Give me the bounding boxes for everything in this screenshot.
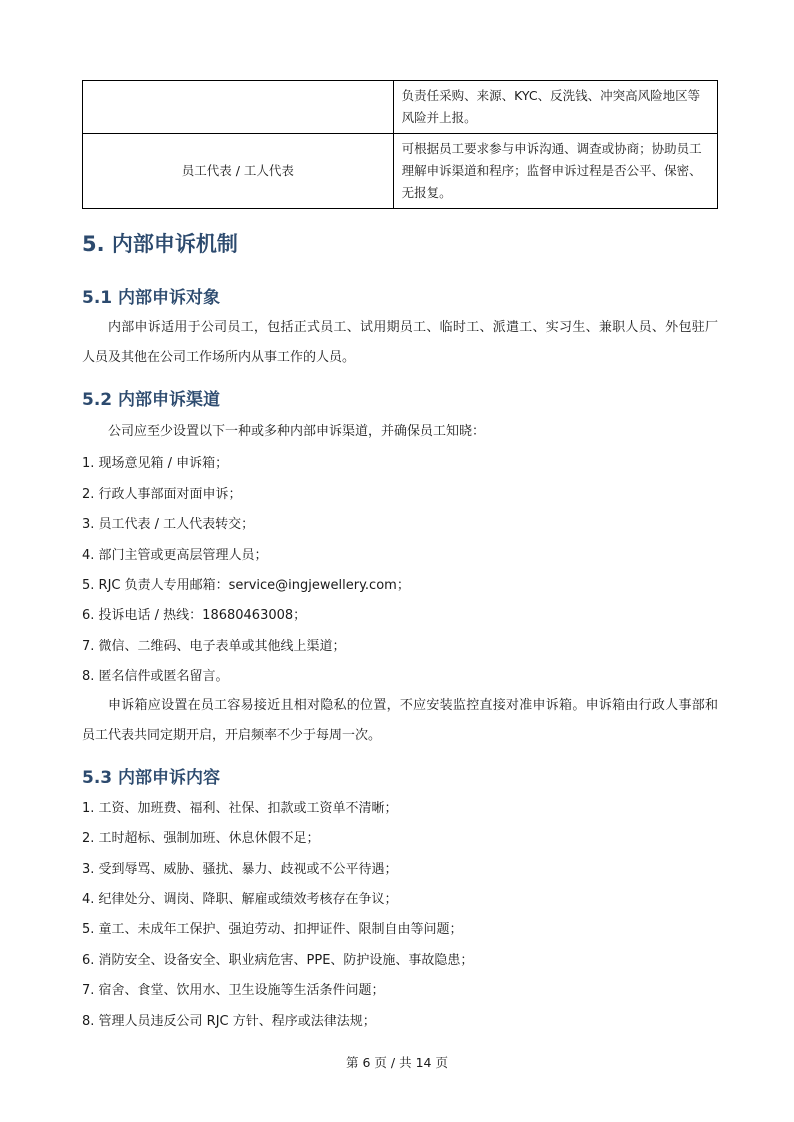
responsibility-table	[82, 80, 718, 209]
section-heading: 5. 内部申诉机制	[82, 232, 238, 256]
paragraph: 申诉箱应设置在员工容易接近且相对隐私的位置，不应安装监控直接对准申诉箱。申诉箱由行政人事部和员工代表共同定期开启，开启频率不少于每周一次。	[82, 698, 718, 743]
paragraph: 公司应至少设置以下一种或多种内部申诉渠道，并确保员工知晓：	[108, 424, 486, 439]
paragraph: 内部申诉适用于公司员工，包括正式员工、试用期员工、临时工、派遣工、实习生、兼职人员、外包驻厂人员及其他在公司工作场所内从事工作的人员。	[82, 320, 718, 365]
subsection-heading: 5.2 内部申诉渠道	[82, 390, 221, 410]
table-row	[83, 81, 718, 134]
subsection-heading: 5.3 内部申诉内容	[82, 768, 221, 788]
list-item: 4. 纪律处分、调岗、降职、解雇或绩效考核存在争议；	[82, 892, 398, 907]
table-cell-role: 员工代表 / 工人代表	[83, 134, 394, 209]
list-item: 1. 工资、加班费、福利、社保、扣款或工资单不清晰；	[82, 801, 398, 816]
list-item: 7. 微信、二维码、电子表单或其他线上渠道；	[82, 639, 346, 654]
list-item: 2. 工时超标、强制加班、休息休假不足；	[82, 831, 320, 846]
list-item: 4. 部门主管或更高层管理人员；	[82, 548, 268, 563]
list-item: 5. RJC 负责人专用邮箱：service@ingjewellery.com；	[82, 578, 410, 593]
table-row	[83, 134, 718, 209]
page-number: 第 6 页 / 共 14 页	[346, 1055, 448, 1070]
list-item: 6. 投诉电话 / 热线：18680463008；	[82, 608, 307, 623]
table-cell-desc: 可根据员工要求参与申诉沟通、调查或协商；协助员工理解申诉渠道和程序；监督申诉过程是否公平、保密、无报复。	[393, 134, 717, 209]
table-cell-role	[83, 81, 394, 134]
list-item: 3. 员工代表 / 工人代表转交；	[82, 517, 255, 532]
list-item: 7. 宿舍、食堂、饮用水、卫生设施等生活条件问题；	[82, 983, 385, 998]
list-item: 8. 管理人员违反公司 RJC 方针、程序或法律法规；	[82, 1014, 376, 1029]
list-item: 2. 行政人事部面对面申诉；	[82, 487, 242, 502]
list-item: 3. 受到辱骂、威胁、骚扰、暴力、歧视或不公平待遇；	[82, 862, 398, 877]
list-item: 8. 匿名信件或匿名留言。	[82, 669, 229, 684]
subsection-heading: 5.1 内部申诉对象	[82, 288, 221, 308]
list-item: 1. 现场意见箱 / 申诉箱；	[82, 456, 229, 471]
table-cell-desc: 负责任采购、来源、KYC、反洗钱、冲突高风险地区等风险并上报。	[393, 81, 717, 134]
list-item: 6. 消防安全、设备安全、职业病危害、PPE、防护设施、事故隐患；	[82, 953, 474, 968]
list-item: 5. 童工、未成年工保护、强迫劳动、扣押证件、限制自由等问题；	[82, 922, 463, 937]
